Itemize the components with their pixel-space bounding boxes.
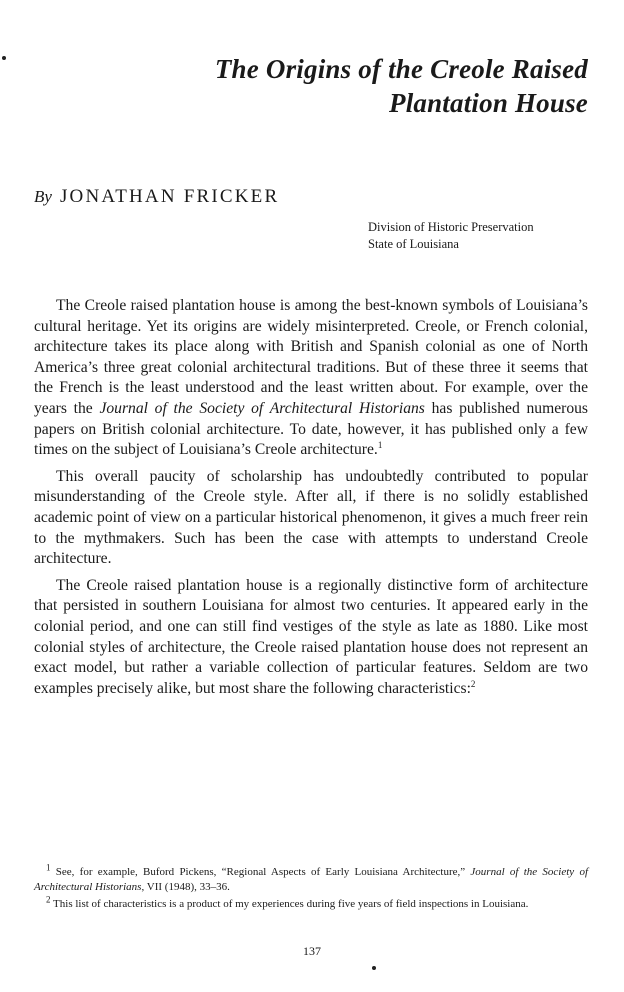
footnote-1-text-a: See, for example, Buford Pickens, “Regional Aspects of Early Louisiana Architecture,” bbox=[50, 866, 471, 878]
byline-prefix: By bbox=[34, 187, 52, 206]
paragraph-1 bbox=[34, 296, 588, 461]
footnote-1-journal: Journal of the Society of Architectural Historians bbox=[34, 866, 588, 893]
byline bbox=[34, 186, 279, 208]
footnote-2-text: This list of characteristics is a product of my experiences during five years of field inspections in Louisiana. bbox=[50, 898, 529, 910]
paragraph-1-text-b: has published numerous papers on British colonial architecture. To date, however, it has published only a few times on the subject of Louisiana’s Creole architecture. bbox=[34, 399, 589, 459]
author-affiliation bbox=[368, 219, 534, 253]
footnote-1-mark: 1 bbox=[46, 862, 51, 873]
paragraph-1-text-a: The Creole raised plantation house is among the best-known symbols of Louisiana’s cultural heritage. Yet its origins are widely misinterpreted. Creole, or French colonial, architecture takes its place along with British and Spanish colonial as one of North America’s three great colonial architectural traditions. But of these three it seems that the French is the least understood and the least written about. For example, over the years the bbox=[34, 297, 588, 417]
paragraph-3 bbox=[34, 576, 588, 700]
author-name: JONATHAN FRICKER bbox=[59, 186, 280, 207]
footnote-1-text-b: , VII (1948), 33–36. bbox=[141, 881, 230, 893]
footnote-1 bbox=[34, 862, 588, 895]
affiliation-line-1: Division of Historic Preservation bbox=[368, 220, 534, 234]
footnote-ref-1: 1 bbox=[377, 439, 383, 450]
article-body bbox=[34, 296, 588, 705]
paragraph-2: This overall paucity of scholarship has undoubtedly contributed to popular misunderstanding of the Creole style. After all, if there is no solidly established academic point of view on a particular historical phenomenon, it gives a much freer rein to the mythmakers. Such has been the case with attempts to understand Creole architecture. bbox=[34, 467, 588, 568]
footnote-2-mark: 2 bbox=[46, 894, 51, 905]
article-title bbox=[68, 52, 588, 120]
scan-speck bbox=[372, 966, 376, 970]
footnote-2 bbox=[34, 894, 588, 912]
footnote-ref-2: 2 bbox=[470, 678, 476, 689]
footnotes bbox=[34, 862, 588, 914]
page-number: 137 bbox=[303, 944, 321, 958]
article-title-line-2: Plantation House bbox=[389, 88, 588, 118]
scan-speck bbox=[2, 56, 6, 60]
paragraph-3-text: The Creole raised plantation house is a regionally distinctive form of architecture that persisted in southern Louisiana for almost two centuries. It appeared early in the colonial period, and one can still find vestiges of the style as late as 1880. Like most colonial styles of architecture, the Creole raised plantation house does not represent an exact model, but rather a variable collection of particular features. Seldom are two examples precisely alike, but most share the following characteristics: bbox=[34, 576, 588, 697]
article-title-line-1: The Origins of the Creole Raised bbox=[214, 54, 588, 84]
journal-title: Journal of the Society of Architectural Historians bbox=[99, 399, 425, 417]
affiliation-line-2: State of Louisiana bbox=[368, 237, 459, 251]
